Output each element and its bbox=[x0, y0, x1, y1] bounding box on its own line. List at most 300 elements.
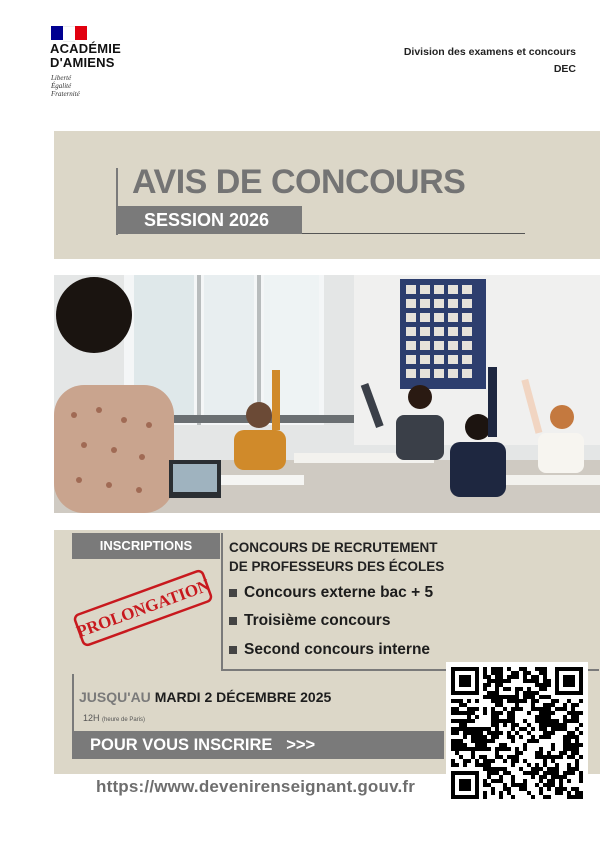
qr-module bbox=[511, 775, 515, 779]
qr-module bbox=[535, 667, 539, 671]
qr-module bbox=[495, 703, 499, 707]
concours-item-label: Troisième concours bbox=[244, 612, 391, 629]
qr-module bbox=[499, 679, 503, 683]
qr-module bbox=[579, 731, 583, 735]
qr-module bbox=[571, 715, 575, 719]
qr-module bbox=[507, 771, 511, 775]
qr-module bbox=[511, 727, 515, 731]
qr-module bbox=[575, 743, 579, 747]
qr-module bbox=[483, 675, 487, 679]
qr-module bbox=[563, 719, 567, 723]
qr-module bbox=[551, 703, 555, 707]
qr-module bbox=[555, 723, 559, 727]
qr-module bbox=[495, 667, 499, 671]
qr-module bbox=[543, 755, 547, 759]
qr-module bbox=[567, 739, 571, 743]
qr-module bbox=[495, 691, 499, 695]
qr-module bbox=[579, 699, 583, 703]
qr-module bbox=[487, 731, 491, 735]
qr-module bbox=[559, 723, 563, 727]
qr-module bbox=[543, 735, 547, 739]
qr-module bbox=[451, 747, 455, 751]
qr-module bbox=[515, 755, 519, 759]
qr-module bbox=[503, 747, 507, 751]
qr-module bbox=[467, 711, 471, 715]
qr-module bbox=[579, 723, 583, 727]
qr-module bbox=[523, 779, 527, 783]
qr-module bbox=[515, 723, 519, 727]
qr-module bbox=[511, 675, 515, 679]
qr-module bbox=[483, 747, 487, 751]
qr-module bbox=[563, 743, 567, 747]
qr-module bbox=[567, 779, 571, 783]
qr-module bbox=[531, 675, 535, 679]
qr-module bbox=[499, 703, 503, 707]
qr-module bbox=[507, 679, 511, 683]
qr-module bbox=[483, 735, 487, 739]
qr-module bbox=[527, 763, 531, 767]
qr-module bbox=[483, 695, 487, 699]
qr-module bbox=[507, 731, 511, 735]
qr-module bbox=[539, 711, 543, 715]
qr-module bbox=[507, 791, 511, 795]
qr-module bbox=[471, 739, 475, 743]
qr-module bbox=[487, 683, 491, 687]
qr-module bbox=[503, 787, 507, 791]
qr-module bbox=[483, 791, 487, 795]
qr-module bbox=[511, 719, 515, 723]
qr-module bbox=[499, 719, 503, 723]
qr-module bbox=[471, 719, 475, 723]
qr-module bbox=[535, 767, 539, 771]
qr-module bbox=[579, 795, 583, 799]
qr-module bbox=[507, 667, 511, 671]
qr-module bbox=[511, 783, 515, 787]
qr-module bbox=[511, 707, 515, 711]
qr-module bbox=[551, 747, 555, 751]
qr-module bbox=[523, 743, 527, 747]
qr-module bbox=[491, 667, 495, 671]
qr-module bbox=[523, 787, 527, 791]
qr-module bbox=[495, 683, 499, 687]
qr-module bbox=[527, 695, 531, 699]
qr-module bbox=[515, 731, 519, 735]
qr-module bbox=[567, 763, 571, 767]
qr-module bbox=[531, 679, 535, 683]
qr-module bbox=[471, 735, 475, 739]
deadline-text bbox=[79, 689, 331, 705]
qr-module bbox=[467, 727, 471, 731]
qr-module bbox=[499, 743, 503, 747]
qr-module bbox=[555, 775, 559, 779]
qr-module bbox=[515, 707, 519, 711]
qr-module bbox=[491, 707, 495, 711]
qr-module bbox=[571, 767, 575, 771]
qr-module bbox=[467, 699, 471, 703]
qr-module bbox=[551, 783, 555, 787]
qr-module bbox=[455, 743, 459, 747]
qr-module bbox=[563, 735, 567, 739]
qr-module bbox=[491, 691, 495, 695]
qr-module bbox=[555, 763, 559, 767]
qr-module bbox=[523, 691, 527, 695]
qr-module bbox=[491, 711, 495, 715]
qr-module bbox=[575, 719, 579, 723]
qr-module bbox=[567, 711, 571, 715]
qr-module bbox=[527, 723, 531, 727]
qr-module bbox=[547, 707, 551, 711]
qr-module bbox=[543, 759, 547, 763]
qr-module bbox=[563, 727, 567, 731]
qr-module bbox=[455, 719, 459, 723]
qr-module bbox=[559, 783, 563, 787]
qr-module bbox=[475, 707, 479, 711]
qr-module bbox=[547, 723, 551, 727]
qr-module bbox=[579, 791, 583, 795]
qr-module bbox=[467, 747, 471, 751]
qr-module bbox=[451, 727, 455, 731]
qr-module bbox=[535, 691, 539, 695]
qr-module bbox=[507, 787, 511, 791]
qr-module bbox=[507, 695, 511, 699]
qr-module bbox=[463, 719, 467, 723]
qr-module bbox=[463, 731, 467, 735]
qr-module bbox=[567, 731, 571, 735]
qr-module bbox=[531, 739, 535, 743]
qr-module bbox=[523, 759, 527, 763]
qr-module bbox=[495, 719, 499, 723]
qr-module bbox=[459, 755, 463, 759]
qr-module bbox=[487, 775, 491, 779]
qr-module bbox=[559, 787, 563, 791]
qr-module bbox=[567, 771, 571, 775]
inscriptions-label: INSCRIPTIONS bbox=[72, 533, 220, 559]
qr-module bbox=[455, 707, 459, 711]
qr-module bbox=[491, 791, 495, 795]
qr-module bbox=[539, 787, 543, 791]
qr-module bbox=[539, 791, 543, 795]
qr-module bbox=[503, 759, 507, 763]
qr-module bbox=[547, 787, 551, 791]
qr-module bbox=[571, 743, 575, 747]
qr-module bbox=[575, 795, 579, 799]
qr-module bbox=[511, 671, 515, 675]
qr-module bbox=[523, 695, 527, 699]
qr-module bbox=[543, 731, 547, 735]
qr-module bbox=[559, 751, 563, 755]
qr-module bbox=[475, 727, 479, 731]
qr-module bbox=[491, 715, 495, 719]
qr-module bbox=[519, 667, 523, 671]
concours-item bbox=[229, 612, 390, 630]
qr-module bbox=[451, 731, 455, 735]
qr-module bbox=[535, 739, 539, 743]
qr-module bbox=[451, 739, 455, 743]
qr-module bbox=[475, 763, 479, 767]
qr-module bbox=[503, 707, 507, 711]
qr-module bbox=[527, 671, 531, 675]
qr-module bbox=[563, 723, 567, 727]
qr-module bbox=[491, 787, 495, 791]
qr-module bbox=[483, 739, 487, 743]
qr-code-icon bbox=[451, 667, 583, 799]
qr-module bbox=[463, 747, 467, 751]
register-label: POUR VOUS INSCRIRE bbox=[90, 736, 273, 754]
qr-module bbox=[567, 791, 571, 795]
qr-module bbox=[491, 779, 495, 783]
qr-module bbox=[575, 787, 579, 791]
qr-module bbox=[563, 715, 567, 719]
qr-module bbox=[535, 699, 539, 703]
qr-module bbox=[555, 699, 559, 703]
qr-module bbox=[551, 775, 555, 779]
qr-module bbox=[567, 743, 571, 747]
qr-module bbox=[539, 687, 543, 691]
qr-module bbox=[519, 787, 523, 791]
qr-module bbox=[575, 791, 579, 795]
qr-module bbox=[467, 759, 471, 763]
deadline-date: MARDI 2 DÉCEMBRE 2025 bbox=[154, 689, 332, 705]
qr-module bbox=[495, 735, 499, 739]
qr-module bbox=[543, 703, 547, 707]
qr-finder-pattern bbox=[459, 779, 471, 791]
qr-module bbox=[539, 683, 543, 687]
qr-module bbox=[531, 795, 535, 799]
qr-module bbox=[543, 675, 547, 679]
qr-module bbox=[579, 775, 583, 779]
qr-module bbox=[503, 695, 507, 699]
qr-module bbox=[567, 767, 571, 771]
qr-module bbox=[539, 727, 543, 731]
qr-module bbox=[455, 699, 459, 703]
qr-module bbox=[531, 703, 535, 707]
register-button[interactable] bbox=[72, 731, 444, 759]
qr-module bbox=[451, 763, 455, 767]
qr-code[interactable] bbox=[446, 662, 588, 804]
qr-module bbox=[483, 759, 487, 763]
qr-module bbox=[543, 695, 547, 699]
qr-module bbox=[459, 747, 463, 751]
qr-module bbox=[543, 719, 547, 723]
qr-module bbox=[483, 743, 487, 747]
qr-module bbox=[539, 779, 543, 783]
qr-module bbox=[547, 695, 551, 699]
division-acronym: DEC bbox=[553, 63, 576, 75]
qr-module bbox=[503, 687, 507, 691]
qr-module bbox=[543, 775, 547, 779]
qr-module bbox=[555, 787, 559, 791]
qr-module bbox=[511, 763, 515, 767]
qr-finder-pattern bbox=[459, 675, 471, 687]
qr-module bbox=[535, 715, 539, 719]
qr-module bbox=[467, 707, 471, 711]
qr-module bbox=[571, 719, 575, 723]
qr-module bbox=[511, 735, 515, 739]
qr-module bbox=[575, 739, 579, 743]
qr-module bbox=[507, 719, 511, 723]
qr-module bbox=[463, 711, 467, 715]
qr-module bbox=[551, 699, 555, 703]
qr-module bbox=[475, 743, 479, 747]
qr-module bbox=[463, 723, 467, 727]
qr-module bbox=[483, 707, 487, 711]
qr-module bbox=[487, 767, 491, 771]
qr-module bbox=[559, 791, 563, 795]
qr-module bbox=[479, 731, 483, 735]
qr-module bbox=[579, 779, 583, 783]
qr-module bbox=[547, 683, 551, 687]
qr-module bbox=[451, 743, 455, 747]
qr-module bbox=[463, 759, 467, 763]
qr-module bbox=[519, 727, 523, 731]
qr-module bbox=[531, 691, 535, 695]
qr-module bbox=[535, 683, 539, 687]
registration-link[interactable]: https://www.devenirenseignant.gouv.fr bbox=[96, 777, 416, 796]
qr-module bbox=[523, 699, 527, 703]
qr-module bbox=[499, 779, 503, 783]
qr-module bbox=[491, 699, 495, 703]
qr-module bbox=[515, 783, 519, 787]
qr-module bbox=[495, 755, 499, 759]
qr-module bbox=[479, 727, 483, 731]
qr-module bbox=[571, 703, 575, 707]
qr-module bbox=[467, 715, 471, 719]
qr-module bbox=[547, 783, 551, 787]
qr-module bbox=[507, 675, 511, 679]
qr-module bbox=[571, 751, 575, 755]
qr-module bbox=[455, 751, 459, 755]
qr-module bbox=[547, 715, 551, 719]
qr-module bbox=[543, 687, 547, 691]
qr-module bbox=[459, 743, 463, 747]
qr-module bbox=[531, 771, 535, 775]
qr-module bbox=[511, 795, 515, 799]
qr-module bbox=[543, 707, 547, 711]
qr-module bbox=[495, 747, 499, 751]
qr-module bbox=[499, 755, 503, 759]
qr-module bbox=[535, 751, 539, 755]
qr-module bbox=[495, 695, 499, 699]
qr-module bbox=[491, 739, 495, 743]
deadline-prefix: JUSQU'AU bbox=[79, 689, 151, 705]
qr-module bbox=[571, 787, 575, 791]
division-name: Division des examens et concours bbox=[403, 46, 576, 58]
qr-module bbox=[495, 779, 499, 783]
qr-module bbox=[547, 755, 551, 759]
qr-module bbox=[543, 795, 547, 799]
division-header bbox=[404, 44, 576, 78]
qr-module bbox=[459, 703, 463, 707]
qr-module bbox=[547, 751, 551, 755]
panel-divider-vertical bbox=[221, 533, 223, 670]
qr-module bbox=[523, 727, 527, 731]
qr-module bbox=[567, 719, 571, 723]
qr-module bbox=[475, 747, 479, 751]
page-title: AVIS DE CONCOURS bbox=[132, 163, 466, 201]
qr-module bbox=[567, 755, 571, 759]
qr-module bbox=[451, 707, 455, 711]
qr-module bbox=[535, 707, 539, 711]
qr-module bbox=[539, 775, 543, 779]
qr-module bbox=[515, 695, 519, 699]
qr-module bbox=[491, 731, 495, 735]
qr-module bbox=[563, 747, 567, 751]
qr-module bbox=[471, 755, 475, 759]
qr-finder-pattern bbox=[563, 675, 575, 687]
qr-module bbox=[479, 763, 483, 767]
qr-module bbox=[575, 711, 579, 715]
qr-module bbox=[555, 707, 559, 711]
qr-module bbox=[487, 759, 491, 763]
qr-module bbox=[535, 675, 539, 679]
qr-module bbox=[523, 679, 527, 683]
qr-module bbox=[563, 751, 567, 755]
qr-module bbox=[515, 759, 519, 763]
qr-module bbox=[567, 795, 571, 799]
qr-module bbox=[571, 755, 575, 759]
qr-module bbox=[539, 695, 543, 699]
qr-module bbox=[543, 679, 547, 683]
qr-module bbox=[459, 711, 463, 715]
qr-module bbox=[483, 711, 487, 715]
qr-module bbox=[475, 739, 479, 743]
qr-module bbox=[455, 727, 459, 731]
qr-module bbox=[499, 731, 503, 735]
qr-module bbox=[575, 735, 579, 739]
qr-module bbox=[527, 739, 531, 743]
qr-module bbox=[503, 679, 507, 683]
qr-module bbox=[487, 679, 491, 683]
qr-module bbox=[547, 771, 551, 775]
qr-module bbox=[483, 763, 487, 767]
qr-module bbox=[503, 767, 507, 771]
qr-module bbox=[511, 715, 515, 719]
qr-module bbox=[575, 715, 579, 719]
qr-module bbox=[531, 767, 535, 771]
qr-module bbox=[567, 699, 571, 703]
bullet-square-icon bbox=[229, 646, 237, 654]
qr-module bbox=[511, 711, 515, 715]
qr-module bbox=[507, 711, 511, 715]
concours-item bbox=[229, 641, 430, 659]
qr-module bbox=[547, 795, 551, 799]
qr-module bbox=[487, 739, 491, 743]
academie-name: ACADÉMIE D'AMIENS bbox=[50, 41, 121, 70]
qr-module bbox=[503, 719, 507, 723]
qr-module bbox=[551, 711, 555, 715]
qr-module bbox=[555, 719, 559, 723]
qr-module bbox=[515, 751, 519, 755]
qr-module bbox=[495, 699, 499, 703]
qr-module bbox=[479, 739, 483, 743]
qr-module bbox=[519, 751, 523, 755]
qr-module bbox=[547, 703, 551, 707]
qr-module bbox=[471, 731, 475, 735]
qr-module bbox=[547, 711, 551, 715]
qr-module bbox=[539, 767, 543, 771]
qr-module bbox=[515, 675, 519, 679]
qr-module bbox=[507, 687, 511, 691]
qr-module bbox=[511, 699, 515, 703]
qr-module bbox=[463, 703, 467, 707]
qr-module bbox=[495, 767, 499, 771]
qr-module bbox=[555, 791, 559, 795]
qr-module bbox=[491, 735, 495, 739]
qr-module bbox=[551, 719, 555, 723]
qr-module bbox=[551, 743, 555, 747]
qr-module bbox=[559, 779, 563, 783]
qr-module bbox=[471, 707, 475, 711]
